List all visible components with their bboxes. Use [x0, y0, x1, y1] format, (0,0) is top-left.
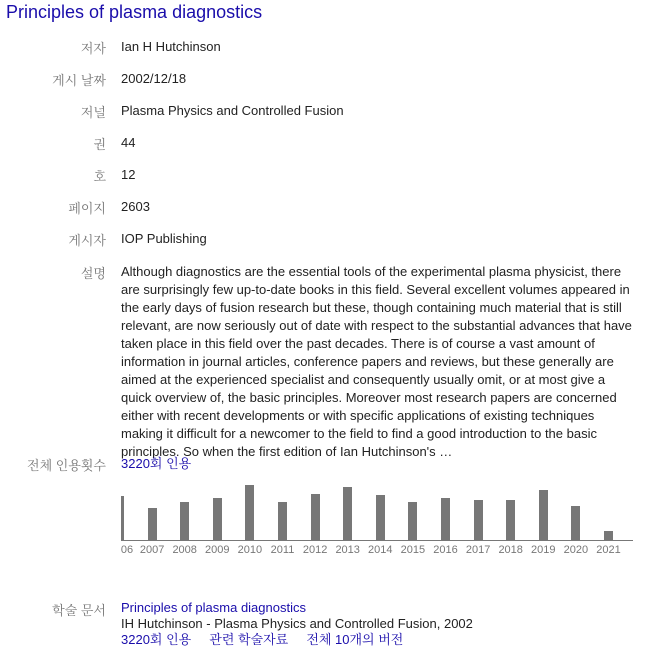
chart-bar[interactable] — [121, 496, 124, 541]
chart-bar[interactable] — [539, 490, 548, 541]
chart-bar[interactable] — [278, 502, 287, 541]
all-versions-link[interactable]: 전체 10개의 버전 — [306, 632, 404, 647]
field-value: 2002/12/18 — [121, 71, 187, 86]
chart-bar[interactable] — [180, 502, 189, 541]
citations-chart — [121, 470, 633, 560]
field-label: 학술 문서 — [52, 603, 106, 618]
x-tick-label: 2021 — [596, 544, 621, 556]
x-tick-label: 2010 — [237, 544, 263, 556]
chart-bar[interactable] — [213, 498, 222, 541]
field-label: 전체 인용횟수 — [27, 458, 106, 473]
x-tick-label: 2008 — [172, 544, 197, 556]
field-value: IOP Publishing — [121, 231, 207, 246]
chart-bar[interactable] — [474, 500, 483, 541]
scholar-source: IH Hutchinson - Plasma Physics and Controlled Fusion, 2002 — [121, 616, 473, 631]
chart-bar[interactable] — [441, 498, 450, 541]
article-title[interactable]: Principles of plasma diagnostics — [6, 2, 263, 22]
chart-bar[interactable] — [148, 508, 157, 541]
x-tick-label: 2020 — [563, 544, 589, 556]
field-value: Ian H Hutchinson — [121, 39, 221, 54]
description-text: Although diagnostics are the essential tools of the experimental plasma physicist, there are surprisingly few up-to-date books in this field. Several excellent volumes appeared in the early days of fusion research but these, though containing much material that is still relevant, are now seriously out of date with respect to the substantial advances that have taken place in this field over the past decades. There is of course a vast amount of information in journal articles, conference papers and reviews, but these generally are aimed at the experienced specialist and consequently usually omit, or at most give a quick overview of, the basic principles. Moreover most research papers are concerned either with recent developments or with specific applications of existing techniques making it difficult for a newcomer to the field to find a good introduction to the basic principles. So when the first edition of Ian Hutchinson's … — [121, 264, 632, 459]
citations-link[interactable]: 3220회 인용 — [121, 456, 192, 471]
x-tick-label: 2013 — [335, 544, 360, 556]
x-tick-label: 2018 — [498, 544, 523, 556]
x-tick-label: 2011 — [270, 544, 295, 556]
x-tick-label: 2016 — [433, 544, 458, 556]
chart-bar[interactable] — [376, 495, 385, 541]
x-tick-label: 2015 — [400, 544, 426, 556]
field-label: 저널 — [80, 105, 106, 120]
field-value: 2603 — [121, 199, 150, 214]
chart-bar[interactable] — [571, 506, 580, 541]
x-tick-label: 06 — [121, 544, 134, 556]
x-tick-label: 2007 — [139, 544, 165, 556]
x-tick-label: 2017 — [465, 544, 491, 556]
field-label: 게시자 — [68, 233, 106, 248]
chart-bar[interactable] — [506, 500, 515, 541]
x-tick-label: 2012 — [302, 544, 328, 556]
field-label: 권 — [93, 137, 106, 152]
chart-bar[interactable] — [408, 502, 417, 541]
related-articles-link[interactable]: 관련 학술자료 — [209, 632, 289, 647]
field-label: 설명 — [80, 266, 106, 281]
cited-by-link[interactable]: 3220회 인용 — [121, 632, 192, 647]
field-label: 호 — [93, 169, 106, 184]
field-value: Plasma Physics and Controlled Fusion — [121, 103, 344, 118]
field-label: 저자 — [80, 41, 106, 56]
field-label: 게시 날짜 — [52, 73, 106, 88]
field-value: 12 — [121, 167, 136, 182]
scholar-title-link[interactable]: Principles of plasma diagnostics — [121, 600, 306, 615]
x-tick-label: 2009 — [205, 544, 230, 556]
chart-bar[interactable] — [343, 487, 352, 541]
chart-bar[interactable] — [311, 494, 320, 541]
x-tick-label: 2019 — [531, 544, 556, 556]
field-label: 페이지 — [68, 201, 106, 216]
chart-axis — [121, 540, 633, 541]
x-tick-label: 2014 — [368, 544, 393, 556]
chart-bar[interactable] — [245, 485, 254, 541]
field-value: 44 — [121, 135, 136, 150]
